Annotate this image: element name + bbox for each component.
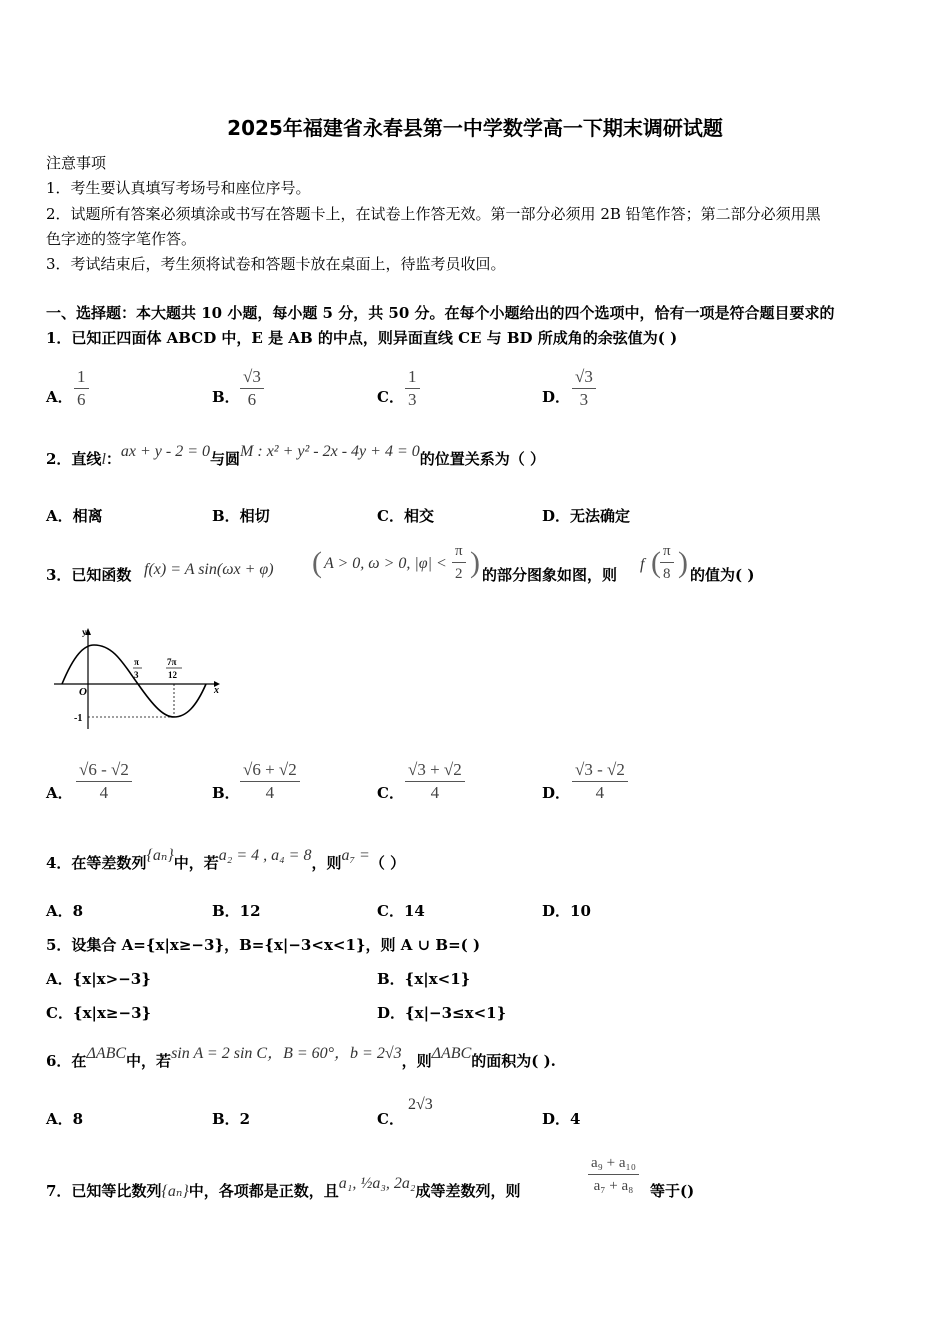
- q3-pre: 3．已知函数: [46, 566, 132, 584]
- question-5-stem: 5．设集合 A={x|x≥−3}，B={x|−3<x<1}，则 A ∪ B=( ): [46, 936, 481, 954]
- question-1-stem: 1．已知正四面体 ABCD 中，E 是 AB 的中点，则异面直线 CE 与 BD 所成角的余弦值为( ): [46, 329, 678, 347]
- q2-option-d: D．无法确定: [542, 507, 631, 525]
- minus-one-label: -1: [74, 713, 83, 724]
- q1-option-a-label: A．: [46, 388, 73, 406]
- q4-option-a: A．8: [46, 902, 84, 920]
- q1-option-d-fraction: [572, 366, 596, 411]
- q7-post: 等于(): [650, 1182, 695, 1200]
- q2-colon: ：: [105, 450, 121, 468]
- q2-circle-equation: M : x² + y² - 2x - 4y + 4 = 0: [240, 443, 420, 460]
- q6-option-c: C．: [377, 1110, 404, 1128]
- numerator: √6 - √2: [76, 759, 132, 782]
- q3-option-b-fraction: [240, 759, 300, 804]
- denominator: a₇ + a₈: [593, 1178, 634, 1194]
- q7-pre: 7．已知等比数列: [46, 1182, 162, 1200]
- q2-post: 的位置关系为（ ）: [419, 450, 545, 468]
- q1-option-c-label: C．: [377, 388, 404, 406]
- q3-option-c-label: C．: [377, 784, 404, 802]
- q1-option-d-label: D．: [542, 388, 571, 406]
- q3-option-d-label: D．: [542, 784, 571, 802]
- denominator: 3: [408, 390, 417, 409]
- q2-line-equation: ax + y - 2 = 0: [120, 443, 211, 460]
- q1-option-c-fraction: [405, 366, 420, 411]
- tick-7pi-12-den: 12: [168, 670, 177, 680]
- q4-target: a₇ =: [341, 847, 370, 864]
- q2-option-b: B．相切: [212, 507, 270, 525]
- q5-option-b: B．{x|x<1}: [377, 970, 471, 988]
- denominator: 6: [77, 390, 86, 409]
- q3-f-argument: [660, 540, 674, 585]
- q1-option-a-fraction: [74, 366, 89, 411]
- denominator: 6: [247, 390, 257, 409]
- q3-f-right-paren: ): [678, 546, 688, 579]
- numerator: √3 - √2: [572, 759, 628, 782]
- numerator: 1: [74, 366, 89, 389]
- question-6-stem: [46, 1045, 556, 1071]
- q4-option-b: B．12: [212, 902, 261, 920]
- q1-option-b-fraction: [240, 366, 264, 411]
- denominator: 8: [663, 566, 671, 582]
- q3-option-a-label: A．: [46, 784, 73, 802]
- denominator: 4: [99, 783, 109, 802]
- q3-option-c-fraction: [405, 759, 465, 804]
- q2-line-symbol: l: [101, 451, 106, 468]
- q3-post: 的值为( ): [690, 566, 755, 584]
- q2-pre: 2．直线: [46, 450, 102, 468]
- numerator: √6 + √2: [240, 759, 300, 782]
- q3-condition: A > 0, ω > 0, |φ| <: [324, 555, 447, 572]
- q6-mid: 中，若: [126, 1052, 172, 1070]
- q4-option-d: D．10: [542, 902, 591, 920]
- numerator: √3: [572, 366, 596, 389]
- numerator: √3 + √2: [405, 759, 465, 782]
- sine-graph: [54, 625, 224, 731]
- q3-option-b-label: B．: [212, 784, 240, 802]
- tick-pi-3-den: 3: [134, 670, 139, 680]
- q6-condition: sin A = 2 sin C，B = 60°，b = 2√3: [171, 1045, 402, 1062]
- question-2-stem: [46, 443, 545, 469]
- denominator: 4: [430, 783, 440, 802]
- q5-option-a: A．{x|x>−3}: [46, 970, 151, 988]
- q6-mid2: ，则: [401, 1052, 432, 1070]
- q6-option-b: B．2: [212, 1110, 251, 1128]
- denominator: 3: [579, 390, 589, 409]
- q3-function: f(x) = A sin(ωx + φ): [144, 561, 274, 578]
- q3-f: f: [640, 556, 645, 573]
- q4-option-c: C．14: [377, 902, 425, 920]
- numerator: a₉ + a₁₀: [588, 1152, 639, 1175]
- q6-post: 的面积为( ).: [471, 1052, 556, 1070]
- denominator: 2: [455, 566, 463, 582]
- x-label: x: [214, 685, 219, 696]
- q4-pre: 4．在等差数列: [46, 854, 147, 872]
- q3-option-a-fraction: [76, 759, 132, 804]
- notice-heading: 注意事项: [46, 154, 107, 172]
- q6-triangle: ΔABC: [86, 1045, 127, 1062]
- q3-f-left-paren: (: [651, 546, 661, 579]
- denominator: 4: [265, 783, 275, 802]
- q1-option-b-label: B．: [212, 388, 240, 406]
- q4-mid: 中，若: [173, 854, 219, 872]
- sine-curve: [62, 645, 206, 717]
- q4-mid2: ，则: [311, 854, 342, 872]
- q6-triangle-2: ΔABC: [431, 1045, 472, 1062]
- numerator: π: [660, 540, 674, 563]
- q3-option-d-fraction: [572, 759, 628, 804]
- tick-7pi-12-num: 7π: [167, 657, 177, 667]
- notice-item: 2．试题所有答案必须填涂或书写在答题卡上，在试卷上作答无效。第一部分必须用 2B 铅笔作答；第二部分必须用黑: [46, 205, 821, 223]
- q7-mid2: 成等差数列，则: [415, 1182, 521, 1200]
- q4-post: （ ）: [369, 854, 406, 872]
- q3-condition-fraction: [452, 540, 466, 585]
- denominator: 4: [595, 783, 605, 802]
- q4-sequence: {aₙ}: [146, 847, 174, 864]
- question-7-stem: [46, 1175, 521, 1201]
- q7-mid: 中，各项都是正数，且: [188, 1182, 339, 1200]
- q6-option-d: D．4: [542, 1110, 581, 1128]
- numerator: √3: [240, 366, 264, 389]
- notice-item: 色字迹的签字笔作答。: [46, 230, 197, 248]
- notice-item: 3．考试结束后，考生须将试卷和答题卡放在桌面上，待监考员收回。: [46, 255, 506, 273]
- notice-item: 1．考生要认真填写考场号和座位序号。: [46, 179, 311, 197]
- y-label: y: [82, 627, 87, 637]
- q5-option-c: C．{x|x≥−3}: [46, 1004, 152, 1022]
- q4-condition: a₂ = 4 , a₄ = 8: [218, 847, 312, 864]
- numerator: 1: [405, 366, 420, 389]
- section-heading: 一、选择题：本大题共 10 小题，每小题 5 分，共 50 分。在每个小题给出的四个选项中，恰有一项是符合题目要求的: [46, 304, 835, 322]
- q7-sequence: {aₙ}: [161, 1183, 189, 1200]
- q2-option-a: A．相离: [46, 507, 103, 525]
- origin-label: O: [79, 686, 87, 698]
- q6-option-a: A．8: [46, 1110, 84, 1128]
- q2-option-c: C．相交: [377, 507, 434, 525]
- numerator: π: [452, 540, 466, 563]
- q2-mid: 与圆: [210, 450, 241, 468]
- q3-left-paren: (: [312, 546, 322, 579]
- q6-option-c-value: 2√3: [408, 1096, 433, 1113]
- q7-terms: a₁, ½a₃, 2a₂: [338, 1175, 416, 1192]
- q5-option-d: D．{x|−3≤x<1}: [377, 1004, 507, 1022]
- q3-mid: 的部分图象如图，则: [482, 566, 618, 584]
- page-title: 2025年福建省永春县第一中学数学高一下期末调研试题: [227, 116, 723, 140]
- q6-pre: 6．在: [46, 1052, 87, 1070]
- q7-fraction: [588, 1152, 639, 1197]
- tick-pi-3-num: π: [134, 657, 139, 667]
- question-4-stem: [46, 847, 406, 873]
- q3-right-paren: ): [470, 546, 480, 579]
